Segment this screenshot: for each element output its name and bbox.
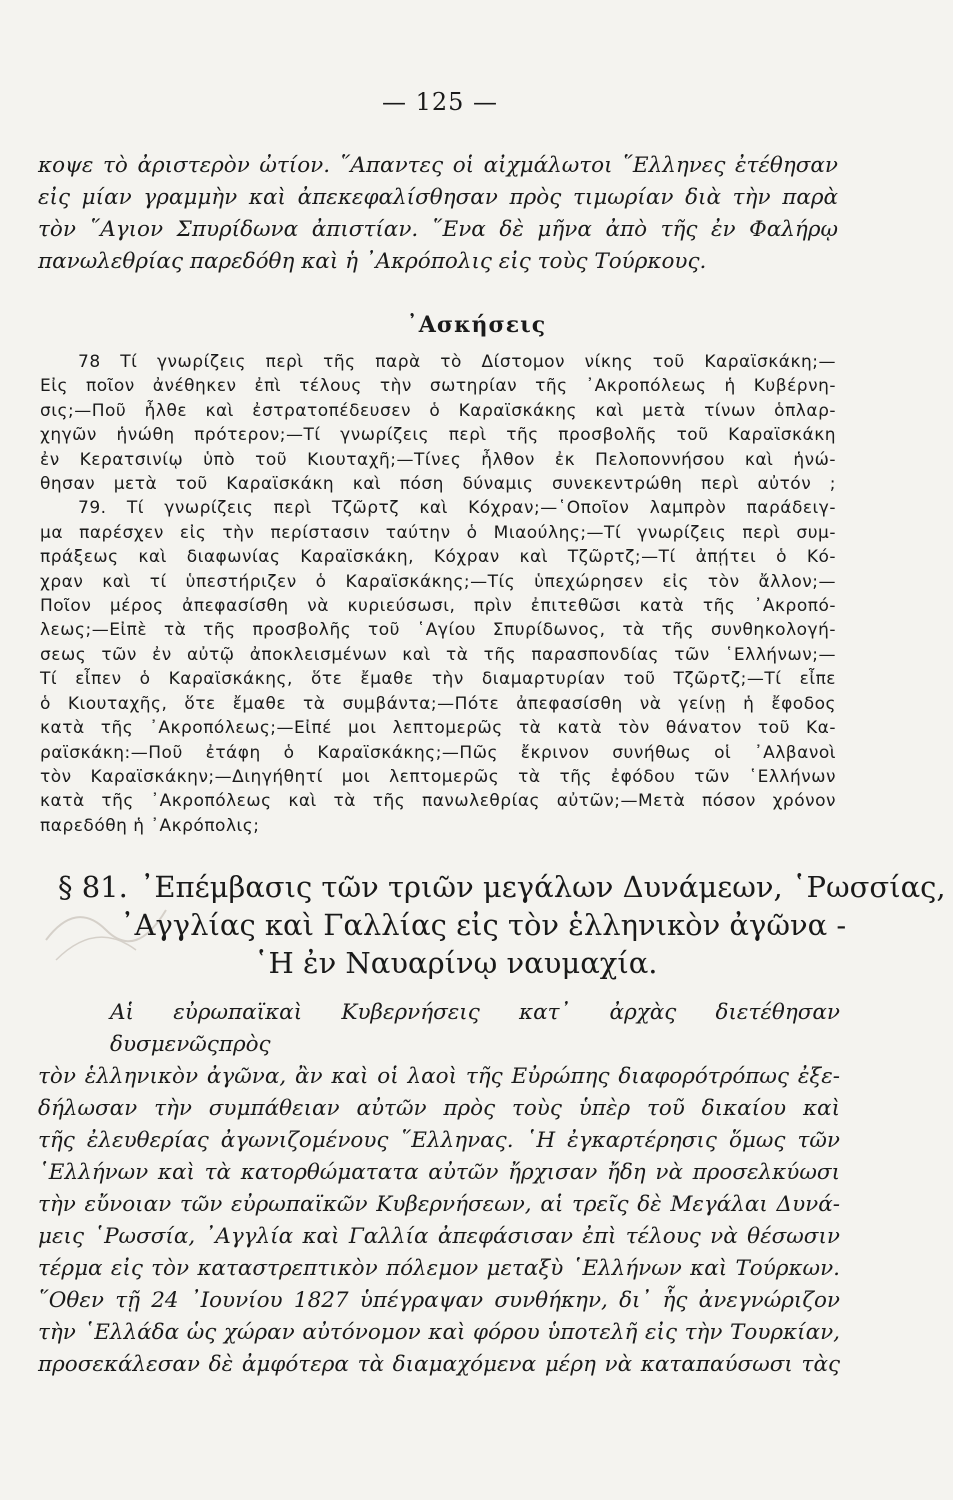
page-number: — 125 — [381,88,499,116]
body-line: προσεκάλεσαν δὲ ἀμφότερα τὰ διαμαχόμενα μέρη νὰ καταπαύσωσι τὰς [38,1352,840,1377]
exercise-line: λεως;—Εἰπὲ τὰ τῆς προσβολῆς τοῦ ῾Αγίου Σπυρίδωνος, τὰ τῆς συνθηκολογή- [40,620,836,641]
body-line: τὴν εὔνοιαν τῶν εὐρωπαϊκῶν Κυβερνήσεων, αἱ τρεῖς δὲ Μεγάλαι Δυνά- [38,1192,840,1217]
exercise-line: θησαν μετὰ τοῦ Καραϊσκάκη καὶ πόση δύναμις συνεκεντρώθη περὶ αὐτόν ; [40,474,836,495]
body-line: δήλωσαν τὴν συμπάθειαν αὐτῶν πρὸς τοὺς ὑπὲρ τοῦ δικαίου καὶ [38,1096,840,1121]
exercise-line: μα παρέσχεν εἰς τὴν περίστασιν ταύτην ὁ Μιαούλης;—Τί γνωρίζεις περὶ συμ- [40,522,836,543]
body-line: τέρμα εἰς τὸν καταστρεπτικὸν πόλεμον μεταξὺ ῾Ελλήνων καὶ Τούρκων. [38,1256,840,1281]
intro-paragraph [38,150,838,278]
exercise-line: χραν καὶ τί ὑπεστήριζεν ὁ Καραϊσκάκης;—Τίς ὑπεχώρησεν εἰς τὸν ἄλλον;— [40,571,836,592]
exercise-line: Τί εἶπεν ὁ Καραϊσκάκης, ὅτε ἔμαθε τὴν διαμαρτυρίαν τοῦ Τζῶρτζ;—Τί εἶπε [40,669,836,690]
exercise-line: χηγῶν ἡνώθη πρότερον;—Τί γνωρίζεις περὶ τῆς προσβολῆς τοῦ Καραϊσκάκη [40,425,836,446]
exercise-line: ραϊσκάκη:—Ποῦ ἐτάφη ὁ Καραϊσκάκης;—Πῶς ἔκρινον συνήθως οἱ ᾿Αλβανοὶ [40,742,836,763]
section-mark: § 81. [58,870,128,904]
intro-line: κοψε τὸ ἀριστερὸν ὠτίον. ῞Απαντες οἱ αἰχμάλωτοι ῞Ελληνες ἐτέθησαν [38,153,838,178]
exercise-line: ὁ Κιουταχῆς, ὅτε ἔμαθε τὰ συμβάντα;—Πότε ἀπεφασίσθη νὰ γείνῃ ἡ ἔφοδος [40,693,836,714]
exercise-line: σις;—Ποῦ ἦλθε καὶ ἐστρατοπέδευσεν ὁ Καραϊσκάκης καὶ μετὰ τίνων ὁπλαρ- [40,400,836,421]
exercise-line: Εἰς ποῖον ἀνέθηκεν ἐπὶ τέλους τὴν σωτηρίαν τῆς ᾿Ακροπόλεως ἡ Κυβέρνη- [40,376,836,397]
intro-line: εἰς μίαν γραμμὴν καὶ ἀπεκεφαλίσθησαν πρὸς τιμωρίαν διὰ τὴν παρὰ [38,185,838,210]
body-line: Αἱ εὐρωπαϊκαὶ Κυβερνήσεις κατ᾿ ἀρχὰς διετέθησαν δυσμενῶςπρὸς [110,1000,840,1057]
body-paragraph [38,997,840,1381]
section-title-text-1: ᾿Επέμβασις τῶν τριῶν μεγάλων Δυνάμεων, ῾Ρωσσίας, [139,870,946,904]
body-line: μεις ῾Ρωσσία, ᾿Αγγλία καὶ Γαλλία ἀπεφάσισαν ἐπὶ τέλους νὰ θέσωσιν [38,1224,840,1249]
exercises-block [40,350,836,838]
exercise-line: παρεδόθη ἡ ᾿Ακρόπολις; [40,815,260,836]
exercise-line: Ποῖον μέρος ἀπεφασίσθη νὰ κυριεύσωσι, πρὶν ἐπιτεθῶσι κατὰ τῆς ᾿Ακροπό- [40,596,836,617]
exercise-line: τὸν Καραϊσκάκην;—Διηγήθητί μοι λεπτομερῶς τὰ τῆς ἐφόδου τῶν ῾Ελλήνων [40,766,836,787]
exercise-line: κατὰ τῆς ᾿Ακροπόλεως καὶ τὰ τῆς πανωλεθρίας αὐτῶν;—Μετὰ πόσον χρόνον [40,791,836,812]
intro-line: τὸν ῞Αγιον Σπυρίδωνα ἀπιστίαν. ῞Ενα δὲ μῆνα ἀπὸ τῆς ἐν Φαλήρῳ [38,217,838,242]
body-line: τὴν ῾Ελλάδα ὡς χώραν αὐτόνομον καὶ φόρου ὑποτελῆ εἰς τὴν Τουρκίαν, [38,1320,840,1345]
exercise-line: 79. Τί γνωρίζεις περὶ Τζῶρτζ καὶ Κόχραν;—῾Οποῖον λαμπρὸν παράδειγ- [78,498,836,519]
body-line: ῾Ελλήνων καὶ τὰ κατορθώματατα αὐτῶν ἤρχισαν ἤδη νὰ προσελκύωσι [38,1160,840,1185]
exercise-line: σεως τῶν ἐν αὐτῷ ἀποκλεισμένων καὶ τὰ τῆς παρασπονδίας τῶν ῾Ελλήνων;— [40,644,836,665]
exercise-line: ἐν Κερατσινίῳ ὑπὸ τοῦ Κιουταχῆ;—Τίνες ἦλθον ἐκ Πελοποννήσου καὶ ἡνώ- [40,449,836,470]
exercise-line: πράξεως καὶ διαφωνίας Καραϊσκάκη, Κόχραν καὶ Τζῶρτζ;—Τί ἀπῄτει ὁ Κό- [40,547,836,568]
section-title-line-2: ᾿Αγγλίας καὶ Γαλλίας εἰς τὸν ἑλληνικὸν ἀγῶνα - [120,908,847,942]
exercises-heading: ᾿Ασκήσεις [406,312,547,338]
body-line: ῞Οθεν τῇ 24 ᾿Ιουνίου 1827 ὑπέγραψαν συνθήκην, δι᾿ ἧς ἀνεγνώριζον [38,1288,840,1313]
section-title-line-3: ῾Η ἐν Ναυαρίνῳ ναυμαχία. [254,946,658,980]
section-title-line-1 [58,868,946,906]
intro-line: πανωλεθρίας παρεδόθη καὶ ἡ ᾿Ακρόπολις εἰς τοὺς Τούρκους. [38,249,707,274]
body-line: τῆς ἐλευθερίας ἀγωνιζομένους ῞Ελληνας. ῾Η ἐγκαρτέρησις ὅμως τῶν [38,1128,840,1153]
exercise-line: 78 Τί γνωρίζεις περὶ τῆς παρὰ τὸ Δίστομον νίκης τοῦ Καραϊσκάκη;— [78,352,836,372]
exercise-line: κατὰ τῆς ᾿Ακροπόλεως;—Εἰπέ μοι λεπτομερῶς τὰ κατὰ τὸν θάνατον τοῦ Κα- [40,718,836,739]
body-line: τὸν ἑλληνικὸν ἀγῶνα, ἂν καὶ οἱ λαοὶ τῆς Εὐρώπης διαφορότρόπως ἐξε- [38,1064,840,1089]
